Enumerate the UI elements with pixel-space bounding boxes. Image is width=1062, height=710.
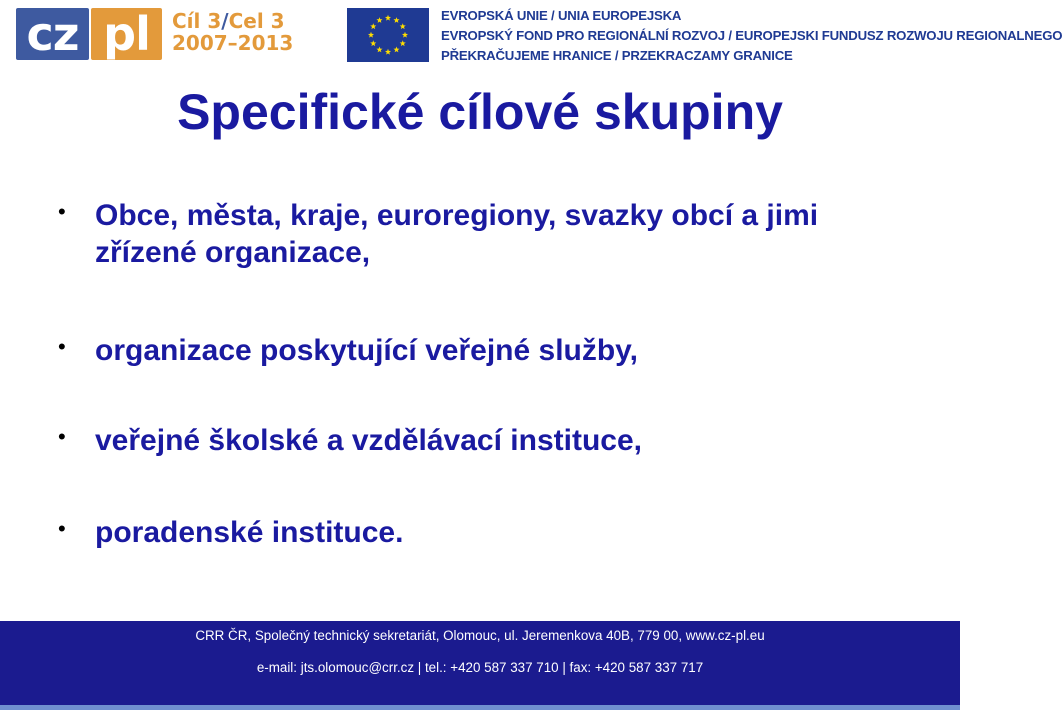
logo-cz-box [16, 8, 89, 60]
program-years: 2007–2013 [172, 31, 294, 55]
bullet-text: organizace poskytující veřejné služby, [95, 334, 638, 367]
footer-contact-bar [0, 621, 960, 705]
logo-cz-text: cz [26, 7, 79, 61]
footer-address: CRR ČR, Společný technický sekretariát, Olomouc, ul. Jeremenkova 40B, 779 00, www.cz-pl.eu [195, 628, 765, 643]
program-period-logo [172, 9, 294, 55]
eu-funding-text [441, 6, 1062, 66]
program-cil3: Cíl 3 [172, 9, 222, 33]
cz-pl-logo [16, 8, 162, 60]
eu-line-1: EVROPSKÁ UNIE / UNIA EUROPEJSKA [441, 8, 682, 23]
footer-contacts: e-mail: jts.olomouc@crr.cz | tel.: +420 587 337 710 | fax: +420 587 337 717 [256, 660, 704, 675]
bullet-dot-icon: • [58, 516, 66, 541]
slide-title: Specifické cílové skupiny [177, 84, 783, 140]
eu-line-3: PŘEKRAČUJEME HRANICE / PRZEKRACZAMY GRANICE [441, 48, 793, 63]
eu-flag-icon [347, 8, 429, 62]
header-logos [0, 0, 1062, 70]
bullet-text: veřejné školské a vzdělávací instituce, [95, 424, 642, 457]
bullet-dot-icon: • [58, 424, 66, 449]
bullet-dot-icon: • [58, 334, 66, 359]
program-slash: / [221, 9, 229, 33]
logo-pl-text: pl [103, 7, 150, 61]
bullet-text: poradenské instituce. [95, 516, 404, 549]
eu-line-2: EVROPSKÝ FOND PRO REGIONÁLNÍ ROZVOJ / EUROPEJSKI FUNDUSZ ROZWOJU REGIONALNEGO [441, 28, 1062, 43]
bullet-dot-icon: • [58, 199, 66, 224]
bullet-text: Obce, města, kraje, euroregiony, svazky obcí a jimi zřízené organizace, [95, 199, 819, 269]
footer-stripe [0, 705, 960, 710]
logo-pl-box [91, 8, 162, 60]
program-cel3: Cel 3 [228, 9, 285, 33]
